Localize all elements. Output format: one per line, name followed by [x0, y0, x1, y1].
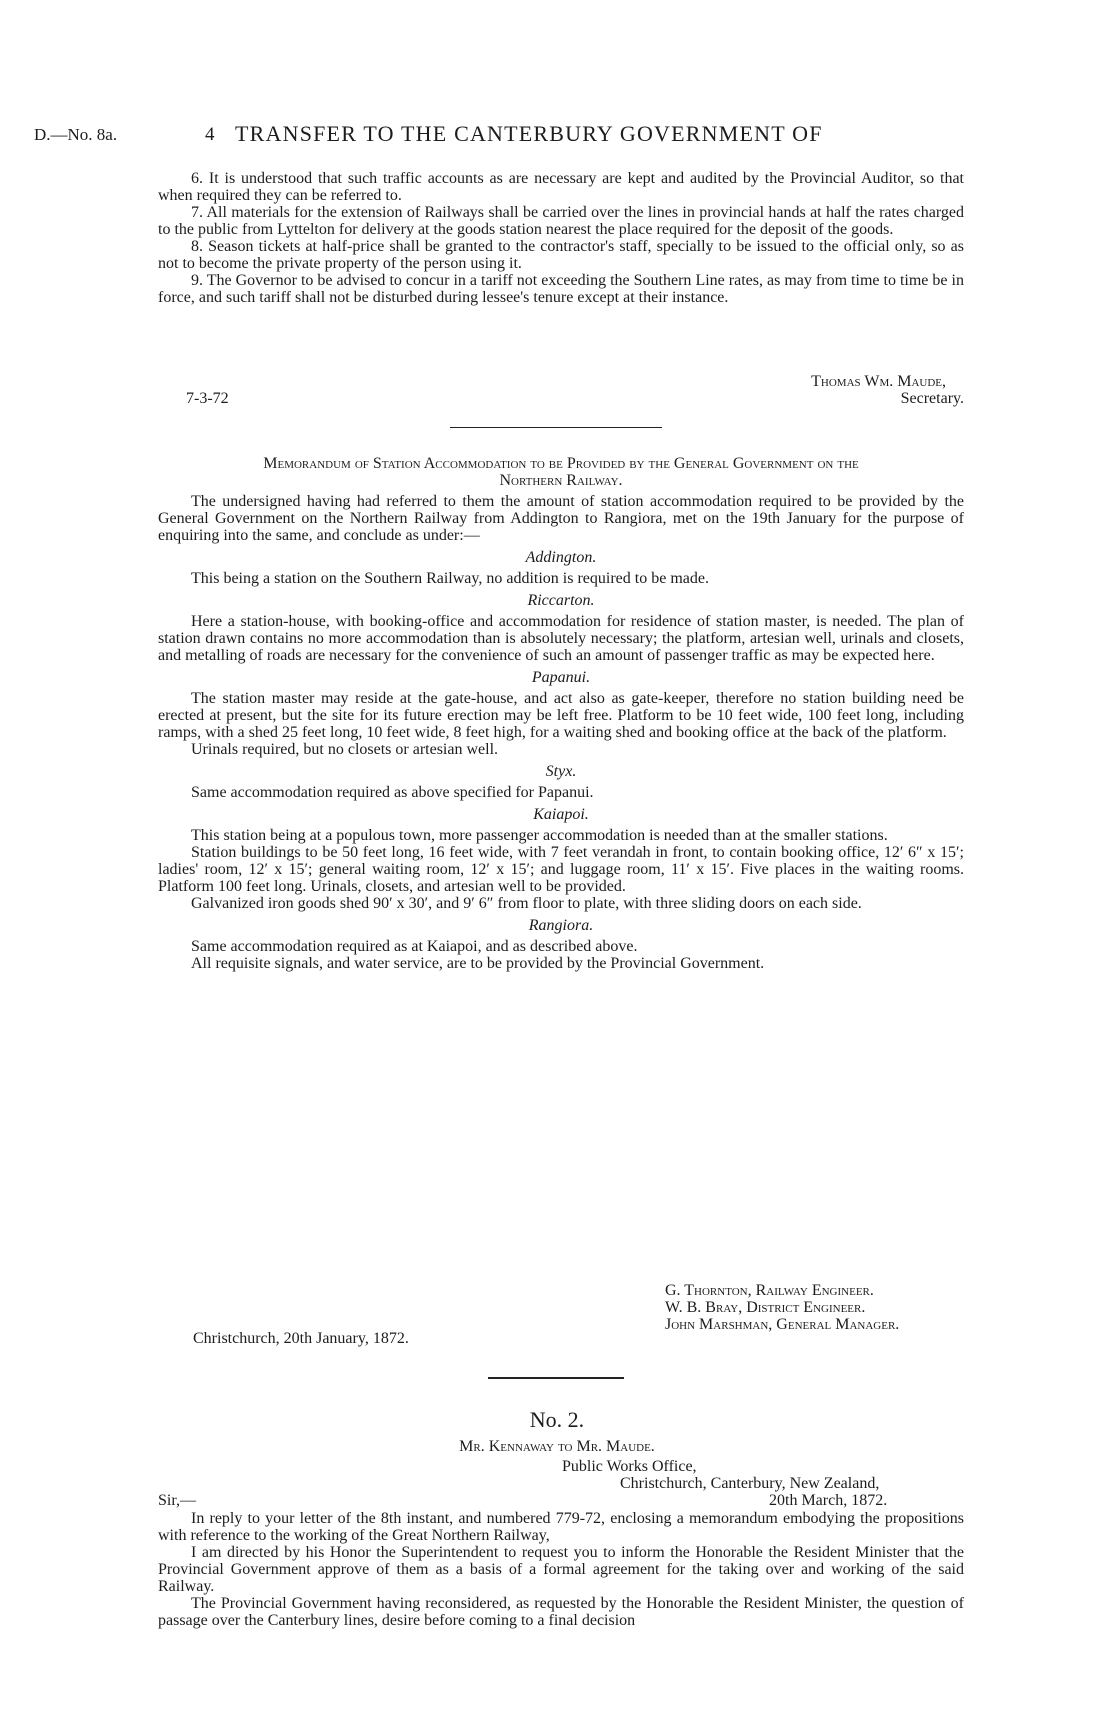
section-paragraph: All requisite signals, and water service, are to be provided by the Provincial Government.	[191, 955, 765, 972]
section-paragraph: Same accommodation required as above specified for Papanui.	[191, 784, 594, 801]
signatory-thornton: G. Thornton, Railway Engineer.	[665, 1282, 874, 1299]
section-title-kaiapoi: Kaiapoi.	[533, 806, 589, 823]
memo-heading-line2: Northern Railway.	[499, 472, 623, 489]
section-divider	[450, 427, 662, 428]
letter-subtitle: Mr. Kennaway to Mr. Maude.	[459, 1438, 655, 1455]
signatory-bray: W. B. Bray, District Engineer.	[665, 1299, 866, 1316]
letter-salutation: Sir,—	[158, 1492, 197, 1509]
section-paragraph: Station buildings to be 50 feet long, 16 feet wide, with 7 feet verandah in front, to contain booking office, 12′ 6″ x 15′; ladies' room, 12′ x 15′; general waiting room, 12′ x 15′; and luggage room, 11′ x 15′. Five places in the waiting rooms. Platform 100 feet long. Urinals, closets, and artesian well to be provided.	[158, 844, 964, 895]
memo-heading: Memorandum of Station Accommodation to be Provided by the General Government on the	[263, 455, 859, 472]
letter-body	[158, 1510, 964, 1629]
section-paragraph: The station master may reside at the gate-house, and act also as gate-keeper, therefore no station building need be erected at present, but the site for its future erection may be left free. Platform to be 10 feet wide, 100 feet long, including ramps, with a shed 25 feet long, 10 feet wide, 8 feet high, for a waiting shed and booking office at the back of the platform.	[158, 690, 964, 741]
page-number: 4	[205, 124, 215, 145]
section-title-styx: Styx.	[545, 763, 577, 780]
term-7: 7. All materials for the extension of Railways shall be carried over the lines in provincial hands at half the rates charged to the public from Lyttelton for delivery at the goods station nearest the place required for the deposit of the goods.	[158, 204, 964, 238]
page-title: TRANSFER TO THE CANTERBURY GOVERNMENT OF	[235, 121, 823, 146]
letter-divider	[488, 1377, 624, 1379]
terms-list	[158, 170, 964, 306]
section-title-riccarton: Riccarton.	[527, 592, 595, 609]
signatory-marshman: John Marshman, General Manager.	[665, 1316, 900, 1333]
section-title-papanui: Papanui.	[531, 669, 591, 686]
letter-paragraph: In reply to your letter of the 8th instant, and numbered 779-72, enclosing a memorandum embodying the propositions with reference to the working of the Great Northern Railway,	[158, 1510, 964, 1544]
section-title-rangiora: Rangiora.	[528, 917, 594, 934]
document-reference: D.—No. 8a.	[34, 125, 118, 144]
signatory-title: Secretary.	[900, 390, 964, 407]
section-paragraph: Same accommodation required as at Kaiapoi, and as described above.	[191, 938, 638, 955]
section-title-addington: Addington.	[525, 549, 597, 566]
section-paragraph: Here a station-house, with booking-office and accommodation for residence of station master, is needed. The plan of station drawn contains no more accommodation than is absolutely necessary; the platform, artesian well, urinals and closets, and metalling of roads are necessary for the convenience of such an amount of passenger traffic as may be expected here.	[158, 613, 964, 664]
signature-date: 7-3-72	[186, 390, 229, 407]
letter-address-line1: Public Works Office,	[562, 1458, 697, 1475]
letter-paragraph: The Provincial Government having reconsidered, as requested by the Honorable the Resident Minister, the question of passage over the Canterbury lines, desire before coming to a final decision	[158, 1595, 964, 1629]
letter-address-line2: Christchurch, Canterbury, New Zealand,	[620, 1475, 880, 1492]
letter-paragraph: I am directed by his Honor the Superintendent to request you to inform the Honorable the Resident Minister that the Provincial Government approve of them as a basis of a formal agreement for the taking over and working of the said Railway.	[158, 1544, 964, 1595]
letter-number: No. 2.	[529, 1407, 585, 1432]
section-paragraph: This station being at a populous town, more passenger accommodation is needed than at the smaller stations.	[191, 827, 888, 844]
section-paragraph: This being a station on the Southern Railway, no addition is required to be made.	[191, 570, 709, 587]
section-paragraph: Galvanized iron goods shed 90′ x 30′, and 9′ 6″ from floor to plate, with three sliding doors on each side.	[191, 895, 862, 912]
memorandum	[158, 455, 964, 972]
section-paragraph: Urinals required, but no closets or artesian well.	[191, 741, 499, 758]
term-8: 8. Season tickets at half-price shall be granted to the contractor's staff, specially to be issued to the official only, so as not to become the private property of the person using it.	[158, 238, 964, 272]
term-6: 6. It is understood that such traffic accounts as are necessary are kept and audited by the Provincial Auditor, so that when required they can be referred to.	[158, 170, 964, 204]
term-9: 9. The Governor to be advised to concur in a tariff not exceeding the Southern Line rates, as may from time to time be in force, and such tariff shall not be disturbed during lessee's tenure except at their instance.	[158, 272, 964, 306]
memo-intro: The undersigned having had referred to them the amount of station accommodation required to be provided by the General Government on the Northern Railway from Addington to Rangiora, met on the 19th January for the purpose of enquiring into the same, and conclude as under:—	[158, 493, 964, 544]
memo-place-date: Christchurch, 20th January, 1872.	[193, 1330, 409, 1347]
signatory-name: Thomas Wm. Maude,	[811, 373, 946, 390]
letter-date: 20th March, 1872.	[769, 1492, 888, 1509]
